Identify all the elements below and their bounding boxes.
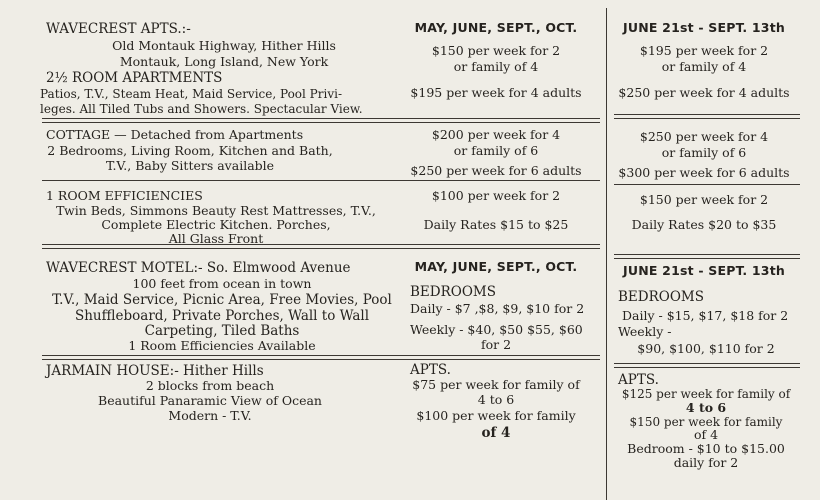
rate-line: or family of 6 [453,143,539,158]
rate-line: Daily - $15, $17, $18 for 2 [622,308,789,323]
listing-title: COTTAGE — Detached from Apartments [46,127,304,142]
listing-line: leges. All Tiled Tubs and Showers. Spectacular View. [40,102,363,116]
rule [42,355,600,356]
rate-subhead: BEDROOMS [410,284,496,300]
listing-line: All Glass Front [168,231,264,246]
rate-line: $75 per week for family of [412,377,580,392]
rate-line: $150 per week for 2 [639,192,769,207]
rate-line: $250 per week for 4 adults [618,85,790,100]
listing-title: WAVECREST MOTEL:- So. Elmwood Avenue [46,260,351,276]
rate-line: $150 per week for 2 [431,43,561,58]
rate-line: $100 per week for 2 [431,188,561,203]
season-header-main: MAY, JUNE, SEPT., OCT. [414,259,578,274]
listing-line: T.V., Baby Sitters available [105,158,275,173]
rate-line: Daily - $7 ,$8, $9, $10 for 2 [410,301,585,316]
listing-line: 100 feet from ocean in town [132,276,312,291]
rate-line: of 4 [693,427,719,442]
listing-line: Beautiful Panaramic View of Ocean [98,393,322,408]
rate-subhead: BEDROOMS [618,289,704,305]
rule [42,118,600,119]
listing-title: WAVECREST APTS.:- [46,21,191,37]
rule [614,114,800,115]
rate-line: daily for 2 [673,455,739,470]
listing-line: Old Montauk Highway, Hither Hills [112,38,336,53]
listing-line: Complete Electric Kitchen. Porches, [101,217,331,232]
rate-line: $125 per week for family of [621,387,791,401]
rate-line: $300 per week for 6 adults [618,165,790,180]
rate-line: $150 per week for family [629,415,783,429]
listing-line: T.V., Maid Service, Picnic Area, Free Movies, Pool [52,292,392,308]
rate-line: $250 per week for 6 adults [410,163,582,178]
rule [614,258,800,259]
listing-line: Twin Beds, Simmons Beauty Rest Mattresses, T.V., [56,203,376,218]
rate-line: Daily Rates $20 to $35 [631,217,777,232]
rule [614,363,800,364]
listing-line: Modern - T.V. [168,408,252,423]
listing-title: JARMAIN HOUSE:- Hither Hills [46,363,264,379]
rate-line: $100 per week for family [416,408,576,423]
rate-line: $90, $100, $110 for 2 [637,341,775,356]
rate-line: or family of 6 [661,145,747,160]
rate-line: or family of 4 [453,59,539,74]
listing-line: Carpeting, Tiled Baths [144,323,300,339]
listing-line: 2 blocks from beach [145,378,275,393]
listing-line: Patios, T.V., Steam Heat, Maid Service, Pool Privi- [40,87,343,101]
rule [42,122,600,123]
season-header-main: MAY, JUNE, SEPT., OCT. [414,20,578,35]
rule [42,359,600,360]
listing-line: 1 Room Efficiencies Available [128,338,316,353]
season-header-peak: JUNE 21st - SEPT. 13th [623,20,785,35]
listing-line: Montauk, Long Island, New York [119,54,329,69]
rate-line: 4 to 6 [477,392,515,407]
listing-subtitle: 2½ ROOM APARTMENTS [46,70,223,86]
season-header-peak: JUNE 21st - SEPT. 13th [623,263,785,278]
rate-line: or family of 4 [661,59,747,74]
rate-line: Weekly - [618,324,672,339]
rate-subhead: APTS. [410,362,451,378]
listing-line: 2 Bedrooms, Living Room, Kitchen and Bath, [47,143,333,158]
rule [614,184,800,185]
rule [614,254,800,255]
column-divider [606,8,607,500]
listing-title: 1 ROOM EFFICIENCIES [46,188,203,203]
rule [42,180,600,181]
rate-line: $200 per week for 4 [431,127,561,142]
rate-line: $195 per week for 2 [639,43,769,58]
rate-line: $250 per week for 4 [639,129,769,144]
rate-line: of 4 [481,425,511,441]
rate-line: Daily Rates $15 to $25 [423,217,569,232]
rule [42,248,600,249]
rate-line: 4 to 6 [685,400,727,415]
rate-line: $195 per week for 4 adults [410,85,582,100]
rule [42,244,600,245]
listing-line: Shuffleboard, Private Porches, Wall to Wall [74,308,370,324]
rate-line: Weekly - $40, $50 $55, $60 [410,322,583,337]
rate-subhead: APTS. [618,372,659,388]
rule [614,367,800,368]
rate-line: for 2 [480,337,512,352]
rule [614,118,800,119]
rate-line: Bedroom - $10 to $15.00 [627,441,785,456]
